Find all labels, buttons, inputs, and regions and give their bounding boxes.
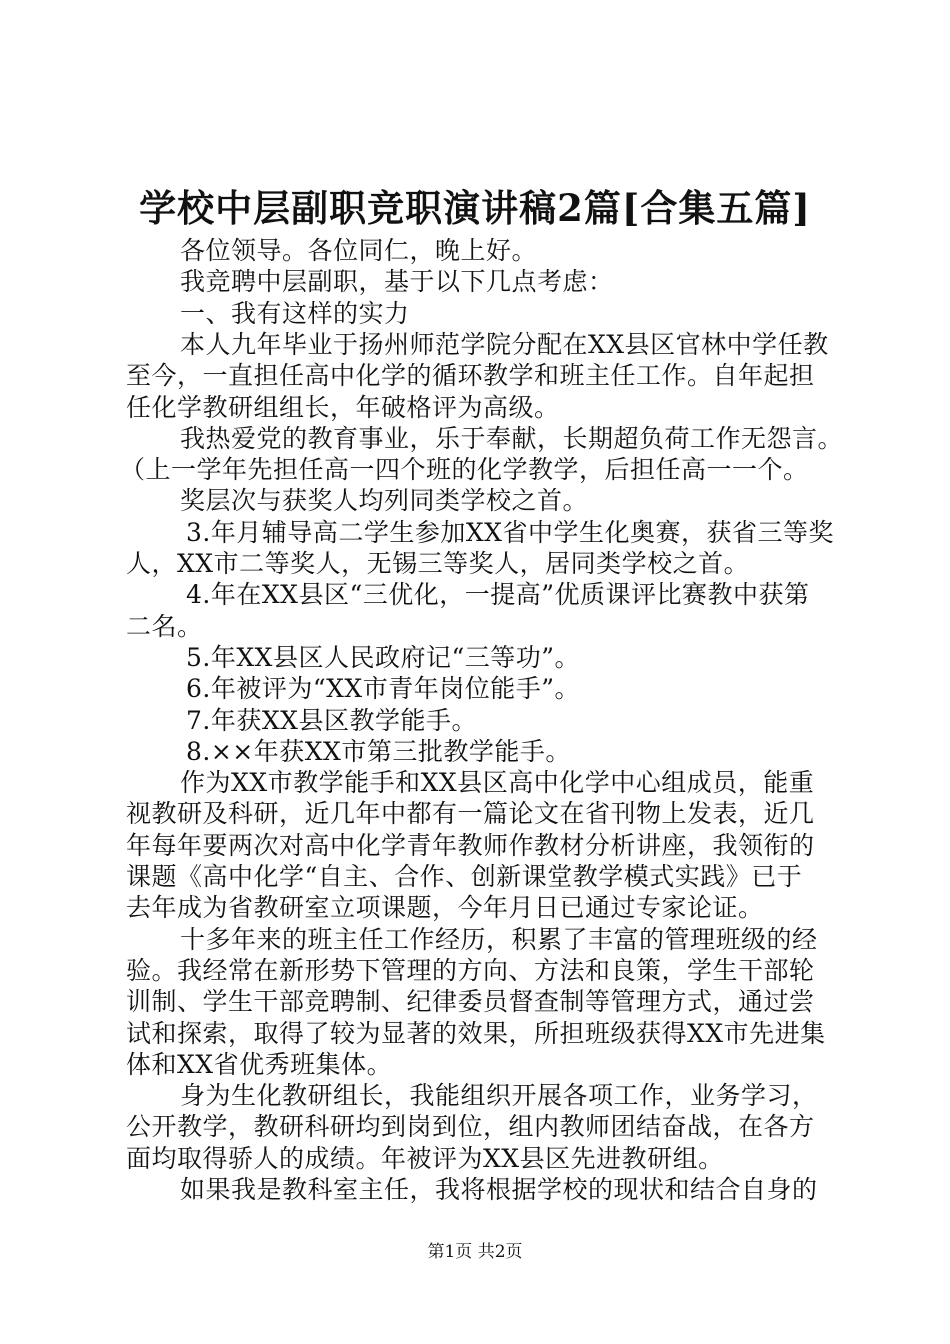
paragraph-line: 一、我有这样的实力 [180, 299, 410, 328]
paragraph-line: 课题《高中化学“自主、合作、创新课堂教学模式实践》已于 [126, 862, 803, 891]
paragraph-line: 人，XX市二等奖人，无锡三等奖人，居同类学校之首。 [126, 549, 750, 578]
paragraph-line: 去年成为省教研室立项课题，今年月日已通过专家论证。 [126, 893, 764, 922]
paragraph-line: 任化学教研组组长，年破格评为高级。 [126, 393, 560, 422]
paragraph-line: 视教研及科研，近几年中都有一篇论文在省刊物上发表，近几 [126, 799, 815, 828]
paragraph-line: 5.年XX县区人民政府记“三等功”。 [186, 643, 581, 672]
paragraph-line: 7.年获XX县区教学能手。 [186, 706, 477, 735]
paragraph-line: 验。我经常在新形势下管理的方向、方法和良策，学生干部轮 [126, 956, 815, 985]
paragraph-line: 各位领导。各位同仁，晚上好。 [180, 236, 538, 265]
paragraph-line: 作为XX市教学能手和XX县区高中化学中心组成员，能重 [180, 768, 815, 797]
paragraph-line: 十多年来的班主任工作经历，积累了丰富的管理班级的经 [180, 925, 818, 954]
paragraph-line: 面均取得骄人的成绩。年被评为XX县区先进教研组。 [126, 1144, 724, 1173]
paragraph-line: 试和探索，取得了较为显著的效果，所担班级获得XX市先进集 [126, 1019, 826, 1048]
paragraph-line: 奖层次与获奖人均列同类学校之首。 [180, 486, 589, 515]
paragraph-line: 训制、学生干部竞聘制、纪律委员督查制等管理方式，通过尝 [126, 987, 815, 1016]
paragraph-line: 身为生化教研组长，我能组织开展各项工作，业务学习， [180, 1081, 818, 1110]
paragraph-line: 我竞聘中层副职，基于以下几点考虑： [180, 267, 614, 296]
paragraph-line: 本人九年毕业于扬州师范学院分配在XX县区官林中学任教 [180, 330, 829, 359]
paragraph-line: 6.年被评为“XX市青年岗位能手”。 [186, 674, 581, 703]
paragraph-line: 年每年要两次对高中化学青年教师作教材分析讲座，我领衔的 [126, 831, 815, 860]
paragraph-line: 我热爱党的教育事业，乐于奉献，长期超负荷工作无怨言。 [180, 424, 844, 453]
paragraph-line: 4.年在XX县区“三优化，一提高”优质课评比赛教中获第 [186, 580, 810, 609]
paragraph-line: （上一学年先担任高一四个班的化学教学，后担任高一一个。 [120, 455, 809, 484]
document-title: 学校中层副职竞职演讲稿2篇[合集五篇] [139, 186, 811, 230]
paragraph-line: 公开教学，教研科研均到岗到位，组内教师团结奋战，在各方 [126, 1112, 815, 1141]
paragraph-line: 8.××年获XX市第三批教学能手。 [186, 737, 571, 766]
paragraph-line: 二名。 [126, 612, 203, 641]
page-number-footer: 第1页 共2页 [427, 1242, 523, 1262]
paragraph-line: 3.年月辅导高二学生参加XX省中学生化奥赛，获省三等奖 [186, 518, 834, 547]
paragraph-line: 至今，一直担任高中化学的循环教学和班主任工作。自年起担 [126, 361, 815, 390]
paragraph-line: 如果我是教科室主任，我将根据学校的现状和结合自身的 [180, 1175, 818, 1204]
paragraph-line: 体和XX省优秀班集体。 [126, 1050, 393, 1079]
